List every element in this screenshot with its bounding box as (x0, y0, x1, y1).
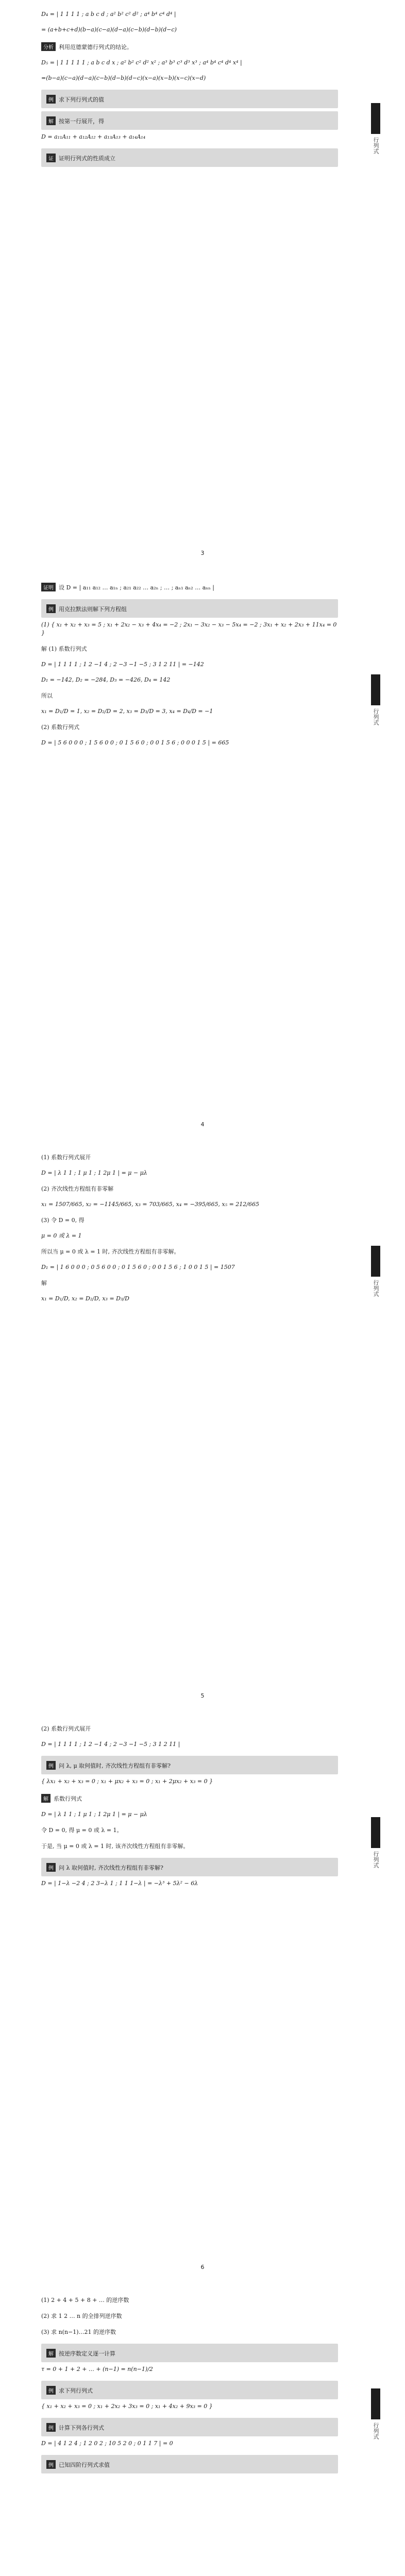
chapter-tab (367, 1246, 384, 1297)
formula: x₁ = D₁/D, x₂ = D₂/D, x₃ = D₃/D (41, 1295, 129, 1302)
formula: (1) { x₁ + x₂ + x₃ = 5 ; x₁ + 2x₂ − x₃ + 4x₄ = −2 ; 2x₁ − 3x₂ − x₃ − 5x₄ = −2 ; 3x₁ + x₂ + 2x₃ + 11x₄ = 0 } (41, 621, 337, 636)
formula: D₄ = | 1 1 1 1 ; a b c d ; a² b² c² d² ; a⁴ b⁴ c⁴ d⁴ | (41, 11, 176, 18)
problem-text: 用克拉默法则解下列方程组 (59, 606, 127, 613)
formula: D₁ = | 1 6 0 0 0 ; 0 5 6 0 0 ; 0 1 5 6 0 ; 0 0 1 5 6 ; 1 0 0 1 5 | = 1507 (41, 1264, 235, 1270)
formula: { λx₁ + x₂ + x₃ = 0 ; x₁ + μx₂ + x₃ = 0 ; x₁ + 2μx₂ + x₃ = 0 } (41, 1778, 213, 1785)
formula: τ = 0 + 1 + 2 + … + (n−1) = n(n−1)/2 (41, 2366, 153, 2372)
problem-tag: 例 (46, 2460, 56, 2469)
problem-tag: 例 (46, 604, 56, 613)
problem-tag: 例 (46, 2386, 56, 2395)
text-line: 令 D = 0, 得 μ = 0 或 λ = 1。 (41, 1827, 123, 1834)
formula: D = a₁₁A₁₁ + a₁₂A₁₂ + a₁₃A₁₃ + a₁₄A₁₄ (41, 133, 146, 140)
page (0, 1143, 405, 1709)
chapter-tab (367, 2388, 384, 2439)
line-text: 系数行列式 (54, 1795, 82, 1802)
page-content (41, 2296, 338, 2576)
line-text: 设 D = | a₁₁ a₁₂ … a₁ₙ ; a₂₁ a₂₂ … a₂ₙ ; … ; aₙ₁ aₙ₂ … aₙₙ | (59, 584, 214, 591)
formula: x₁ = D₁/D = 1, x₂ = D₂/D = 2, x₃ = D₃/D = 3, x₄ = D₄/D = −1 (41, 708, 213, 715)
chapter-tab (367, 1817, 384, 1868)
text-line: 所以当 μ = 0 或 λ = 1 时, 齐次线性方程组有非零解。 (41, 1248, 180, 1255)
formula: D = | λ 1 1 ; 1 μ 1 ; 1 2μ 1 | = μ − μλ (41, 1170, 147, 1176)
problem-text: 已知四阶行列式求值 (59, 2462, 110, 2468)
problem-tag: 证 (46, 154, 56, 162)
text-line: 解 (1) 系数行列式 (41, 646, 87, 652)
problem-tag: 例 (46, 1761, 56, 1770)
chapter-tab-label: 行列式 (373, 1280, 379, 1297)
problem-text: 计算下列各行列式 (59, 2425, 104, 2431)
problem-text: 问 λ 取何值时, 齐次线性方程组有非零解? (59, 1865, 163, 1871)
text-line: 解 (41, 1280, 47, 1286)
page-content (41, 10, 338, 556)
formula: x₁ = 1507/665, x₂ = −1145/665, x₃ = 703/665, x₄ = −395/665, x₅ = 212/665 (41, 1201, 260, 1208)
problem-box (41, 1756, 338, 1774)
formula: μ = 0 或 λ = 1 (41, 1232, 82, 1239)
formula: D = | 1 1 1 1 ; 1 2 −1 4 ; 2 −3 −1 −5 ; 3 1 2 11 | (41, 1741, 180, 1748)
text-line: 所以 (41, 692, 53, 699)
formula: D₁ = −142, D₂ = −284, D₃ = −426, D₄ = 142 (41, 676, 171, 683)
page-number: 4 (200, 1121, 205, 1128)
page (0, 1714, 405, 2281)
problem-box (41, 1858, 338, 1876)
text-line: 于是, 当 μ = 0 或 λ = 1 时, 该齐次线性方程组有非零解。 (41, 1843, 189, 1850)
formula: D = | 1−λ −2 4 ; 2 3−λ 1 ; 1 1 1−λ | = −λ³ + 5λ² − 6λ (41, 1880, 198, 1887)
formula: { x₁ + x₂ + x₃ = 0 ; x₁ + 2x₂ + 3x₃ = 0 ; x₁ + 4x₂ + 9x₃ = 0 } (41, 2403, 213, 2410)
page-number: 3 (200, 550, 205, 556)
problem-text: 问 λ, μ 取何值时, 齐次线性方程组有非零解? (59, 1762, 171, 1769)
text-line: (2) 求 1 2 … n 的全排列逆序数 (41, 2313, 122, 2319)
labeled-line (41, 41, 338, 52)
problem-tag: 例 (46, 1863, 56, 1872)
text-line: (3) 求 n(n−1)…21 的逆序数 (41, 2329, 116, 2335)
formula: D₅ = | 1 1 1 1 1 ; a b c d x ; a² b² c² d² x² ; a³ b³ c³ d³ x³ ; a⁴ b⁴ c⁴ d⁴ x⁴ | (41, 59, 242, 66)
page (0, 571, 405, 1138)
line-tag: 解 (41, 1794, 50, 1803)
chapter-tab-label: 行列式 (373, 137, 379, 154)
formula: =(b−a)(c−a)(d−a)(c−b)(d−b)(d−c)(x−a)(x−b)(x−c)(x−d) (41, 75, 206, 81)
line-text: 利用范德蒙德行列式的结论。 (59, 44, 132, 50)
problem-tag: 解 (46, 2349, 56, 2358)
page-content (41, 1724, 338, 2270)
text-line: (3) 令 D = 0, 得 (41, 1217, 85, 1224)
text-line: (2) 齐次线性方程组有非零解 (41, 1185, 114, 1192)
problem-box (41, 2381, 338, 2399)
text-line: (2) 系数行列式展开 (41, 1725, 91, 1732)
problem-box (41, 2418, 338, 2436)
page (0, 2285, 405, 2576)
page-number: 5 (200, 1692, 205, 1699)
chapter-tab-label: 行列式 (373, 2422, 379, 2439)
formula: D = | 4 1 2 4 ; 1 2 0 2 ; 10 5 2 0 ; 0 1 1 7 | = 0 (41, 2440, 173, 2447)
chapter-tab-label: 行列式 (373, 1851, 379, 1868)
chapter-tab-bar (371, 1817, 380, 1848)
formula: D = | λ 1 1 ; 1 μ 1 ; 1 2μ 1 | = μ − μλ (41, 1811, 147, 1818)
problem-box (41, 111, 338, 130)
page (0, 0, 405, 567)
problem-text: 证明行列式的性质成立 (59, 155, 115, 162)
problem-box (41, 90, 338, 108)
problem-box (41, 2455, 338, 2473)
chapter-tab-bar (371, 103, 380, 134)
line-tag: 分析 (41, 42, 56, 51)
problem-text: 求下列行列式 (59, 2387, 93, 2394)
chapter-tab-bar (371, 1246, 380, 1277)
chapter-tab (367, 674, 384, 725)
page-content (41, 1153, 338, 1699)
problem-text: 求下列行列式的值 (59, 96, 104, 103)
problem-box (41, 599, 338, 618)
chapter-tab (367, 103, 384, 154)
chapter-tab-bar (371, 674, 380, 705)
labeled-line (41, 582, 338, 592)
problem-tag: 解 (46, 116, 56, 125)
page-number: 6 (200, 2264, 205, 2270)
chapter-tab-bar (371, 2388, 380, 2419)
text-line: (1) 2 + 4 + 5 + 8 + … 的逆序数 (41, 2297, 129, 2303)
chapter-tab-label: 行列式 (373, 708, 379, 725)
labeled-line (41, 1793, 338, 1803)
line-tag: 证明 (41, 583, 56, 591)
problem-tag: 例 (46, 95, 56, 104)
problem-tag: 例 (46, 2423, 56, 2432)
problem-box (41, 148, 338, 167)
formula: D = | 1 1 1 1 ; 1 2 −1 4 ; 2 −3 −1 −5 ; 3 1 2 11 | = −142 (41, 661, 204, 668)
text-line: (1) 系数行列式展开 (41, 1154, 91, 1161)
formula: = (a+b+c+d)(b−a)(c−a)(d−a)(c−b)(d−b)(d−c) (41, 26, 177, 33)
text-line: (2) 系数行列式 (41, 724, 80, 731)
page-content (41, 582, 338, 1128)
formula: D = | 5 6 0 0 0 ; 1 5 6 0 0 ; 0 1 5 6 0 ; 0 0 1 5 6 ; 0 0 0 1 5 | = 665 (41, 739, 229, 746)
problem-text: 按第一行展开，得 (59, 118, 104, 125)
problem-text: 按逆序数定义逐一计算 (59, 2350, 115, 2357)
problem-box (41, 2344, 338, 2362)
